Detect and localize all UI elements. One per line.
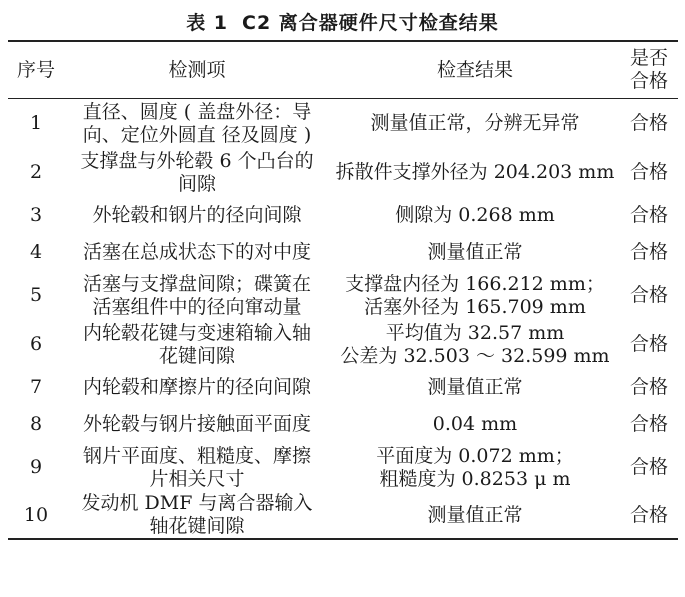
cell-item <box>64 234 330 271</box>
cell-index: 7 <box>29 376 43 398</box>
cell-result-line1: 拆散件支撑外径为 204.203 mm <box>335 161 615 183</box>
cell-result-line1: 测量值正常，分辨无异常 <box>370 112 580 134</box>
cell-result-line2: 公差为 32.503 ～ 32.599 mm <box>340 344 610 367</box>
cell-result-line1: 平均值为 32.57 mm <box>385 321 565 344</box>
table-row <box>8 320 678 369</box>
cell-index: 6 <box>29 333 43 355</box>
cell-result <box>330 492 620 539</box>
cell-pass: 合格 <box>629 376 668 398</box>
cell-item <box>64 197 330 234</box>
cell-result <box>330 443 620 492</box>
table-caption-number: 表 1 <box>186 12 229 34</box>
cell-index: 9 <box>29 456 43 478</box>
cell-result-line1: 测量值正常 <box>427 241 523 263</box>
cell-item <box>64 443 330 492</box>
cell-item-line1: 活塞在总成状态下的对中度 <box>82 241 311 263</box>
header-item: 检测项 <box>168 58 226 81</box>
cell-pass: 合格 <box>629 284 668 306</box>
cell-result-line1: 0.04 mm <box>432 413 518 435</box>
cell-item-line1: 支撑盘与外轮毂 6 个凸台的 <box>80 149 314 172</box>
cell-pass: 合格 <box>629 241 668 263</box>
cell-item-line2: 间隙 <box>177 172 216 195</box>
cell-item <box>64 271 330 320</box>
cell-index: 5 <box>29 284 43 306</box>
table-row <box>8 406 678 443</box>
table-row <box>8 492 678 539</box>
cell-result <box>330 369 620 406</box>
cell-pass: 合格 <box>629 333 668 355</box>
cell-result-line2: 粗糙度为 0.8253 μ m <box>379 467 571 490</box>
cell-pass: 合格 <box>629 503 668 526</box>
header-pass <box>620 41 678 99</box>
cell-pass: 合格 <box>629 204 668 226</box>
cell-item-line1: 外轮毂和钢片的径向间隙 <box>92 204 302 226</box>
cell-result <box>330 99 620 149</box>
table-row <box>8 271 678 320</box>
cell-pass: 合格 <box>629 456 668 478</box>
cell-result-line1: 测量值正常 <box>427 503 523 526</box>
cell-result <box>330 234 620 271</box>
table-row <box>8 443 678 492</box>
cell-item-line2: 向、定位外圆直 径及圆度 ) <box>82 123 312 146</box>
cell-item-line1: 活塞与支撑盘间隙；碟簧在 <box>82 272 311 295</box>
header-pass-line1: 是否 <box>629 47 668 69</box>
cell-item-line2: 轴花键间隙 <box>149 515 245 537</box>
table-header-row <box>8 41 678 99</box>
cell-result-line1: 测量值正常 <box>427 376 523 398</box>
cell-index: 3 <box>29 204 43 226</box>
table-row <box>8 369 678 406</box>
cell-result-line1: 平面度为 0.072 mm； <box>376 444 574 467</box>
cell-item-line1: 内轮毂和摩擦片的径向间隙 <box>82 376 311 398</box>
cell-item-line2: 片相关尺寸 <box>149 467 245 490</box>
cell-result-line1: 侧隙为 0.268 mm <box>395 204 555 226</box>
header-index: 序号 <box>16 58 55 81</box>
table-row <box>8 234 678 271</box>
cell-result <box>330 406 620 443</box>
cell-item-line2: 活塞组件中的径向窜动量 <box>92 295 302 318</box>
cell-result <box>330 320 620 369</box>
cell-item <box>64 369 330 406</box>
cell-index: 2 <box>29 161 43 183</box>
table-row <box>8 197 678 234</box>
cell-result <box>330 197 620 234</box>
cell-item-line1: 发动机 DMF 与离合器输入 <box>81 492 313 514</box>
cell-item-line1: 直径、圆度 ( 盖盘外径：导 <box>82 100 312 123</box>
cell-item <box>64 492 330 539</box>
cell-item-line1: 钢片平面度、粗糙度、摩擦 <box>82 444 311 467</box>
cell-pass: 合格 <box>629 112 668 134</box>
cell-index: 1 <box>29 112 43 134</box>
cell-item-line1: 外轮毂与钢片接触面平面度 <box>82 413 311 435</box>
cell-item <box>64 99 330 149</box>
cell-index: 4 <box>29 241 43 263</box>
cell-item <box>64 148 330 197</box>
table-row <box>8 99 678 149</box>
cell-pass: 合格 <box>629 161 668 183</box>
table-caption-title: C2 离合器硬件尺寸检查结果 <box>242 12 499 34</box>
cell-index: 8 <box>29 413 43 435</box>
cell-item <box>64 320 330 369</box>
cell-pass: 合格 <box>629 413 668 435</box>
inspection-results-table <box>8 40 678 540</box>
cell-item-line2: 花键间隙 <box>158 344 235 367</box>
cell-result <box>330 271 620 320</box>
table-caption <box>0 8 685 35</box>
header-result: 检查结果 <box>436 58 513 81</box>
cell-result <box>330 148 620 197</box>
cell-item <box>64 406 330 443</box>
header-pass-line2: 合格 <box>629 70 668 92</box>
cell-item-line1: 内轮毂花键与变速箱输入轴 <box>82 321 311 344</box>
cell-index: 10 <box>23 503 49 526</box>
cell-result-line2: 活塞外径为 165.709 mm <box>364 295 586 318</box>
cell-result-line1: 支撑盘内径为 166.212 mm； <box>345 272 605 295</box>
table-row <box>8 148 678 197</box>
